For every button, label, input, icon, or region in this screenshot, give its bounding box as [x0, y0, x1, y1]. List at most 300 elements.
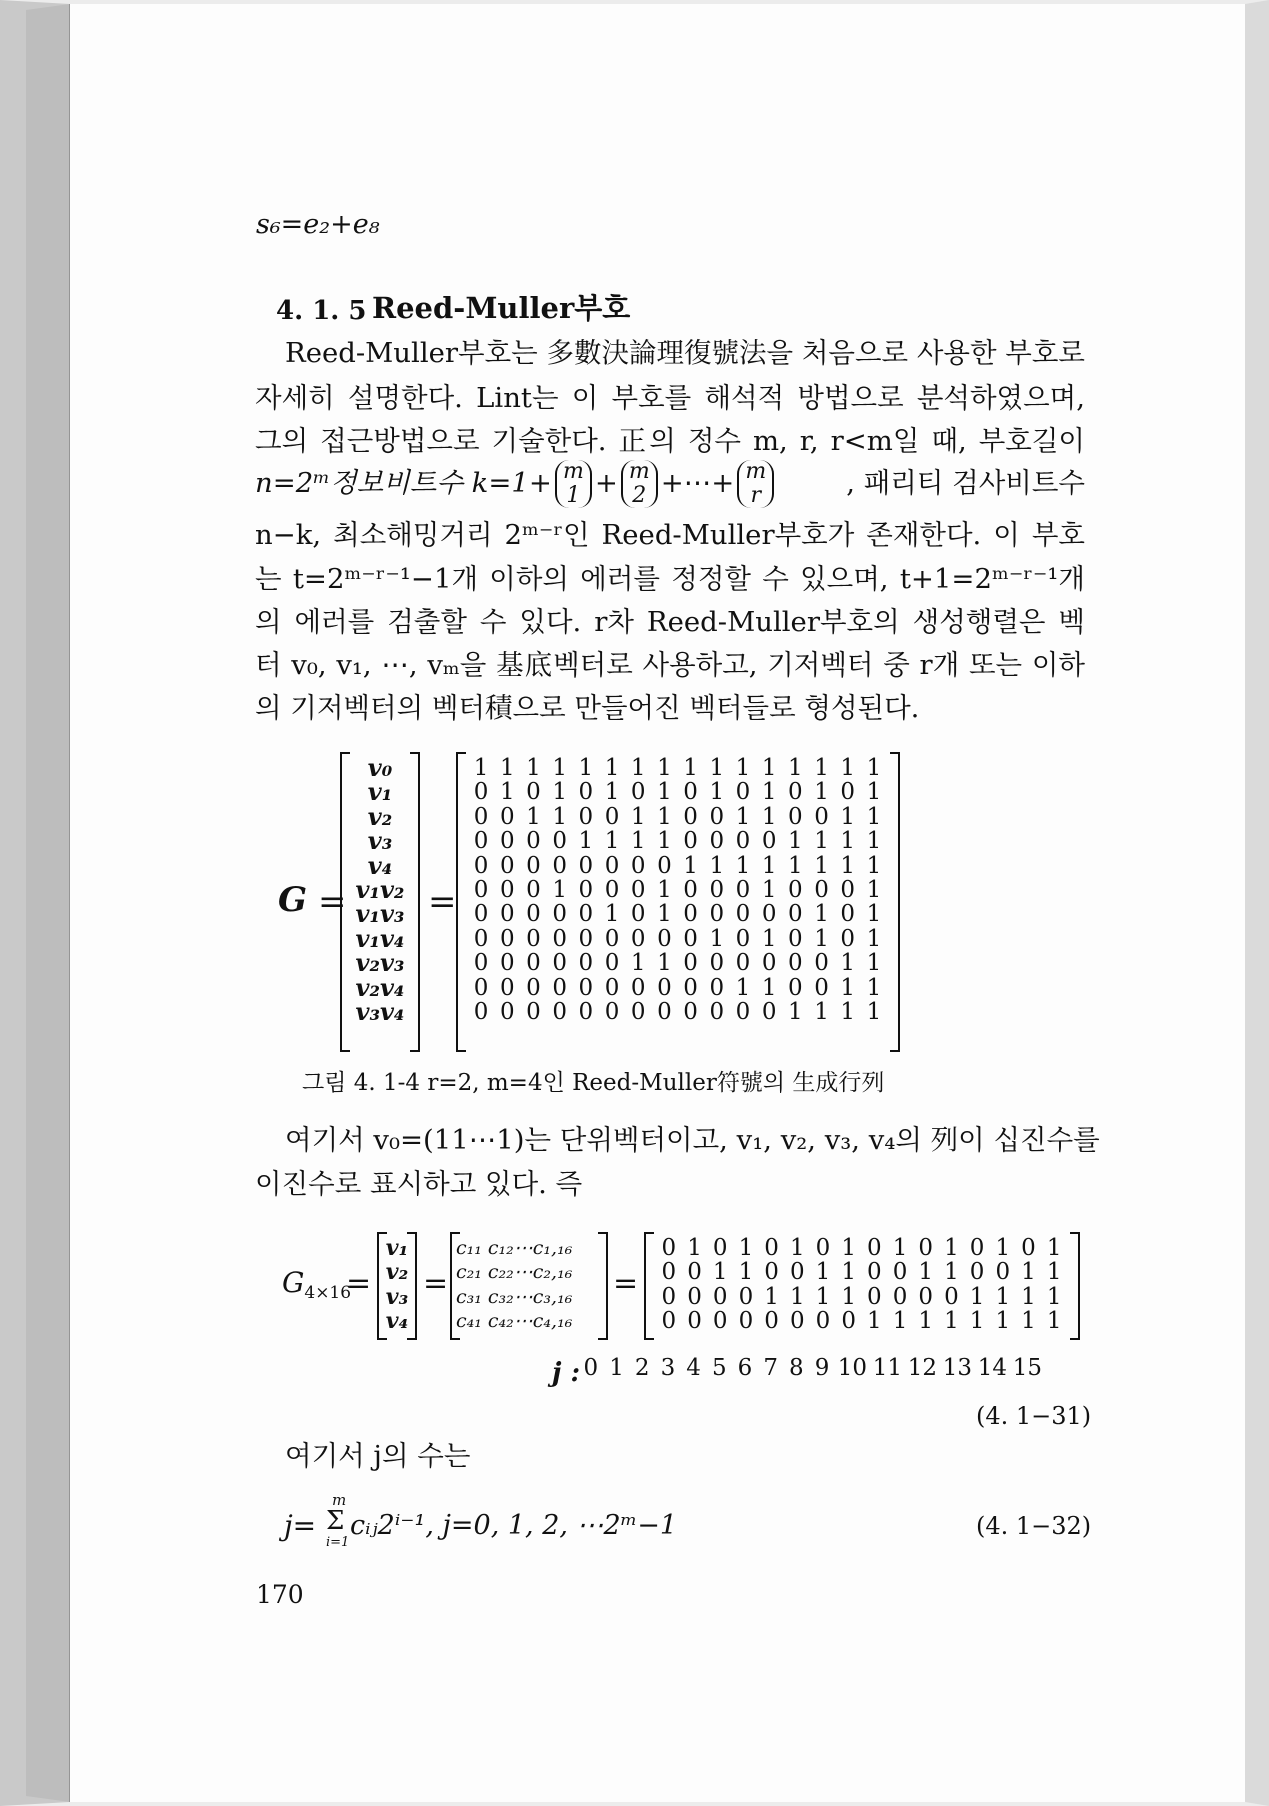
- matrix-cell: 0: [788, 803, 803, 830]
- matrix-row: [468, 805, 888, 829]
- vector-label: v₄: [385, 1308, 409, 1335]
- j-value: 12: [907, 1355, 938, 1381]
- matrix-cell: 0: [712, 1283, 728, 1310]
- figure-caption: 그림 4. 1-4 r=2, m=4인 Reed-Muller符號의 生成行列: [302, 1070, 885, 1096]
- paragraph-line: 의 기저벡터의 벡터積으로 만들어진 벡터들로 형성된다.: [255, 692, 920, 724]
- basis-vector-label: v₁v₃: [355, 899, 405, 929]
- ellipsis: +⋯+: [660, 467, 735, 500]
- matrix-cell: 1: [630, 828, 646, 855]
- matrix-cell: 0: [630, 876, 646, 903]
- matrix-cell: 1: [867, 1308, 882, 1335]
- matrix-cell: 1: [552, 779, 567, 806]
- matrix-cell: 0: [499, 925, 515, 952]
- matrix-cell: 1: [944, 1308, 959, 1335]
- matrix-cell: 0: [892, 1259, 908, 1286]
- matrix-cell: 1: [840, 950, 856, 977]
- matrix-cell: 0: [578, 901, 594, 928]
- coefficient-label: c₃₁ c₃₂⋯c₃,₁₆: [456, 1285, 573, 1308]
- binomial-coefficient: m 2: [621, 460, 658, 508]
- plus-sign: +: [594, 467, 618, 500]
- j-value: 14: [977, 1355, 1008, 1381]
- matrix-cell: 1: [789, 1235, 805, 1261]
- matrix-cell: 0: [578, 998, 594, 1025]
- matrix-cell: 0: [918, 1235, 934, 1261]
- matrix-cell: 0: [709, 998, 725, 1025]
- matrix-cell: 0: [815, 1308, 831, 1335]
- matrix-cell: 1: [995, 1283, 1011, 1310]
- matrix-cell: 0: [709, 950, 725, 977]
- matrix-cell: 0: [687, 1259, 702, 1286]
- generator-matrix: [456, 752, 900, 1052]
- matrix-row: [468, 927, 888, 951]
- matrix-cell: 1: [944, 1235, 959, 1261]
- matrix-cell: 0: [578, 779, 594, 806]
- matrix-cell: 0: [578, 803, 594, 830]
- paragraph-line: n−k, 최소해밍거리 2ᵐ⁻ʳ인 Reed-Muller부호가 존재한다. 이 부호: [255, 519, 1085, 551]
- matrix-cell: 0: [1021, 1235, 1036, 1261]
- equation-j-body: cᵢⱼ2ⁱ⁻¹, j=0, 1, 2, ⋯2ᵐ−1: [350, 1510, 678, 1541]
- matrix-cell: 0: [526, 998, 541, 1025]
- basis-vector-label: v₁v₂: [355, 874, 405, 904]
- matrix-cell: 0: [761, 950, 777, 977]
- matrix-cell: 1: [761, 925, 777, 952]
- matrix-cell: 0: [840, 876, 856, 903]
- matrix-cell: 1: [712, 1259, 728, 1286]
- matrix-cell: 0: [764, 1259, 779, 1286]
- matrix-cell: 0: [815, 1235, 831, 1261]
- matrix-cell: 0: [657, 925, 672, 952]
- section-title: Reed-Muller부호: [372, 291, 631, 325]
- j-index-label: j :: [552, 1358, 581, 1388]
- matrix-cell: 1: [815, 1259, 831, 1286]
- matrix-cell: 0: [473, 998, 489, 1025]
- matrix-cell: 0: [604, 925, 620, 952]
- matrix-cell: 1: [687, 1235, 702, 1261]
- matrix-cell: 0: [892, 1283, 908, 1310]
- page-number: 170: [256, 1580, 304, 1609]
- matrix-cell: 1: [969, 1283, 985, 1310]
- matrix-cell: 0: [552, 925, 567, 952]
- matrix-cell: 1: [657, 779, 672, 806]
- matrix-cell: 1: [657, 803, 672, 830]
- matrix-row: [468, 902, 888, 926]
- matrix-cell: 0: [761, 901, 777, 928]
- matrix-cell: 0: [661, 1235, 677, 1261]
- matrix-cell: 0: [709, 828, 725, 855]
- paragraph-line: Reed-Muller부호는 多數決論理復號法을 처음으로 사용한 부호로: [285, 337, 1085, 369]
- equation-s6: s₆=e₂+e₈: [256, 209, 380, 240]
- equals-sign: =: [613, 1266, 639, 1301]
- matrix-cell: 1: [735, 974, 751, 1001]
- matrix-cell: 1: [526, 803, 541, 830]
- matrix-cell: 1: [944, 1259, 959, 1286]
- matrix-row: [468, 976, 888, 1000]
- coefficient-label: c₄₁ c₄₂⋯c₄,₁₆: [456, 1310, 573, 1333]
- matrix-cell: 0: [709, 876, 725, 903]
- matrix-cell: 1: [918, 1308, 934, 1335]
- matrix-cell: 0: [604, 974, 620, 1001]
- matrix-cell: 1: [709, 779, 725, 806]
- matrix-cell: 1: [473, 755, 489, 781]
- matrix-cell: 1: [604, 828, 620, 855]
- matrix-cell: 1: [1046, 1259, 1062, 1286]
- matrix-cell: 1: [761, 803, 777, 830]
- matrix-cell: 1: [841, 1235, 856, 1261]
- matrix-cell: 1: [788, 828, 803, 855]
- matrix-cell: 1: [840, 974, 856, 1001]
- matrix-cell: 1: [552, 803, 567, 830]
- j-value: 8: [789, 1355, 804, 1381]
- matrix-cell: 0: [789, 1308, 805, 1335]
- matrix-cell: 0: [473, 876, 489, 903]
- matrix-cell: 0: [735, 901, 751, 928]
- matrix-cell: 0: [788, 901, 803, 928]
- matrix-cell: 1: [866, 803, 882, 830]
- matrix-cell: 0: [499, 876, 515, 903]
- j-value: 15: [1012, 1355, 1043, 1381]
- matrix-cell: 0: [683, 779, 698, 806]
- matrix-cell: 0: [687, 1283, 702, 1310]
- matrix-cell: 0: [735, 828, 751, 855]
- matrix-cell: 0: [499, 803, 515, 830]
- matrix-cell: 0: [683, 974, 698, 1001]
- vector-label: v₃: [385, 1283, 409, 1310]
- basis-vector-label: v₃v₄: [355, 996, 405, 1026]
- matrix-cell: 0: [683, 998, 698, 1025]
- matrix-cell: 0: [499, 998, 515, 1025]
- j-value: 1: [609, 1355, 624, 1381]
- basis-vector-label: v₄: [367, 850, 393, 880]
- matrix-cell: 1: [866, 901, 882, 928]
- matrix-cell: 1: [840, 828, 856, 855]
- matrix-cell: 1: [738, 1259, 754, 1286]
- sigma-icon: Σ: [326, 1506, 345, 1536]
- matrix-row: [468, 951, 888, 975]
- matrix-cell: 1: [995, 1308, 1011, 1335]
- matrix-cell: 0: [709, 901, 725, 928]
- matrix-cell: 1: [657, 755, 672, 781]
- matrix-row: [468, 829, 888, 853]
- matrix-cell: 0: [657, 974, 672, 1001]
- matrix-cell: 0: [552, 852, 567, 879]
- matrix-cell: 0: [788, 974, 803, 1001]
- j-value: 4: [686, 1355, 701, 1381]
- basis-vector-label: v₂v₄: [355, 972, 405, 1002]
- matrix-cell: 1: [657, 950, 672, 977]
- matrix-cell: 1: [918, 1259, 934, 1286]
- matrix-cell: 0: [683, 828, 698, 855]
- j-value: 10: [837, 1355, 868, 1381]
- matrix-cell: 1: [814, 901, 829, 928]
- matrix-cell: 1: [789, 1283, 805, 1310]
- matrix-cell: 0: [630, 779, 646, 806]
- matrix-cell: 1: [1046, 1308, 1062, 1335]
- matrix-cell: 1: [866, 950, 882, 977]
- coefficient-matrix: [450, 1232, 608, 1340]
- matrix-cell: 0: [657, 998, 672, 1025]
- matrix-cell: 0: [526, 828, 541, 855]
- coefficient-label: c₁₁ c₁₂⋯c₁,₁₆: [456, 1237, 573, 1259]
- matrix-cell: 1: [866, 755, 882, 781]
- equals-sign: =: [423, 1266, 449, 1301]
- paragraph-line: 의 에러를 검출할 수 있다. r차 Reed-Muller부호의 생성행렬은 벡: [255, 606, 1085, 638]
- matrix2-lhs: $G_{4\times 16}$: [282, 1266, 352, 1303]
- matrix-cell: 0: [657, 852, 672, 879]
- matrix-cell: 0: [526, 779, 541, 806]
- matrix-lhs-g: G: [278, 880, 308, 920]
- paragraph-line: 여기서 j의 수는: [285, 1440, 471, 1472]
- matrix-cell: 0: [735, 925, 751, 952]
- matrix-cell: 0: [814, 803, 829, 830]
- j-value: 9: [814, 1355, 830, 1381]
- matrix-row: [468, 756, 888, 780]
- paragraph-line: 터 v₀, v₁, ⋯, vₘ을 基底벡터로 사용하고, 기저벡터 중 r개 또는 이하: [255, 649, 1085, 681]
- matrix-cell: 1: [761, 974, 777, 1001]
- basis-vector-label: v₀: [367, 753, 393, 782]
- matrix-cell: 1: [1021, 1283, 1036, 1310]
- paragraph-line: 여기서 v₀=(11⋯1)는 단위벡터이고, v₁, v₂, v₃, v₄의 列이 십진수를: [285, 1124, 1100, 1156]
- matrix-cell: 0: [995, 1259, 1011, 1286]
- matrix-cell: 1: [764, 1283, 779, 1310]
- matrix-cell: 0: [814, 950, 829, 977]
- matrix-cell: 0: [944, 1283, 959, 1310]
- matrix-row: [468, 878, 888, 902]
- matrix-row: [656, 1260, 1068, 1284]
- matrix-cell: 0: [473, 828, 489, 855]
- matrix-cell: 1: [709, 852, 725, 879]
- matrix-cell: 0: [473, 950, 489, 977]
- matrix-cell: 0: [499, 828, 515, 855]
- matrix-cell: 0: [867, 1283, 882, 1310]
- matrix-cell: 1: [578, 828, 594, 855]
- matrix-cell: 0: [712, 1235, 728, 1261]
- matrix-cell: 0: [552, 998, 567, 1025]
- matrix-cell: 1: [552, 755, 567, 781]
- matrix-cell: 1: [788, 755, 803, 781]
- matrix-cell: 0: [788, 779, 803, 806]
- matrix-cell: 0: [683, 950, 698, 977]
- matrix-cell: 0: [764, 1308, 779, 1335]
- matrix-cell: 1: [841, 1283, 856, 1310]
- matrix-cell: 1: [788, 852, 803, 879]
- matrix-cell: 1: [735, 852, 751, 879]
- matrix-cell: 1: [841, 1259, 856, 1286]
- matrix-cell: 0: [738, 1283, 754, 1310]
- formula-tail: , 패리티 검사비트수: [846, 467, 1085, 500]
- sum-lower-limit: i=1: [326, 1535, 350, 1550]
- binomial-coefficient: m r: [737, 460, 774, 508]
- matrix-cell: 0: [578, 974, 594, 1001]
- matrix-cell: 1: [604, 755, 620, 781]
- matrix-cell: 1: [709, 755, 725, 781]
- matrix-cell: 1: [761, 876, 777, 903]
- section-number: 4. 1. 5: [276, 296, 367, 326]
- matrix-cell: 0: [473, 779, 489, 806]
- matrix-cell: 1: [814, 852, 829, 879]
- matrix-cell: 1: [630, 803, 646, 830]
- matrix-cell: 1: [683, 755, 698, 781]
- matrix-cell: 0: [867, 1259, 882, 1286]
- matrix-cell: 0: [499, 852, 515, 879]
- matrix-cell: 0: [738, 1308, 754, 1335]
- matrix-cell: 1: [788, 998, 803, 1025]
- matrix-cell: 0: [789, 1259, 805, 1286]
- matrix-cell: 1: [657, 901, 672, 928]
- matrix-cell: 0: [552, 901, 567, 928]
- matrix-cell: 1: [995, 1235, 1011, 1261]
- paragraph-line: 이진수로 표시하고 있다. 즉: [255, 1168, 583, 1200]
- matrix-cell: 0: [552, 974, 567, 1001]
- matrix-cell: 0: [788, 925, 803, 952]
- matrix-cell: 0: [867, 1235, 882, 1261]
- matrix-cell: 0: [709, 974, 725, 1001]
- matrix-cell: 1: [866, 925, 882, 952]
- matrix-cell: 1: [709, 925, 725, 952]
- matrix-cell: 0: [735, 779, 751, 806]
- matrix-cell: 0: [841, 1308, 856, 1335]
- matrix-cell: 1: [840, 998, 856, 1025]
- basis-label-vector: [340, 752, 420, 1052]
- matrix-cell: 0: [526, 925, 541, 952]
- matrix-cell: 0: [761, 998, 777, 1025]
- matrix-cell: 0: [630, 998, 646, 1025]
- matrix-cell: 0: [630, 974, 646, 1001]
- matrix-cell: 1: [892, 1235, 908, 1261]
- matrix-cell: 1: [499, 755, 515, 781]
- paragraph-line: 자세히 설명한다. Lint는 이 부호를 해석적 방법으로 분석하였으며,: [255, 382, 1085, 414]
- matrix-cell: 0: [604, 998, 620, 1025]
- equals-sign: =: [346, 1266, 372, 1301]
- matrix-cell: 0: [969, 1259, 985, 1286]
- matrix-cell: 0: [788, 950, 803, 977]
- matrix-cell: 1: [866, 876, 882, 903]
- matrix-cell: 1: [1046, 1235, 1062, 1261]
- matrix-cell: 0: [969, 1235, 985, 1261]
- matrix-cell: 0: [687, 1308, 702, 1335]
- matrix-cell: 0: [735, 998, 751, 1025]
- j-index-row: [578, 1356, 1078, 1380]
- matrix-cell: 1: [499, 779, 515, 806]
- matrix-cell: 0: [578, 852, 594, 879]
- matrix-cell: 0: [473, 901, 489, 928]
- matrix-cell: 0: [840, 901, 856, 928]
- coefficient-label: c₂₁ c₂₂⋯c₂,₁₆: [456, 1261, 573, 1284]
- matrix-cell: 0: [840, 925, 856, 952]
- matrix-cell: 1: [866, 998, 882, 1025]
- matrix-cell: 1: [866, 779, 882, 806]
- matrix-cell: 0: [788, 876, 803, 903]
- matrix-cell: 0: [840, 779, 856, 806]
- matrix-cell: 1: [761, 755, 777, 781]
- matrix-cell: 1: [630, 950, 646, 977]
- matrix-cell: 0: [604, 950, 620, 977]
- matrix-cell: 0: [552, 950, 567, 977]
- matrix-row: [468, 854, 888, 878]
- matrix-cell: 0: [735, 950, 751, 977]
- matrix-cell: 0: [683, 803, 698, 830]
- equals-sign: =: [318, 882, 347, 922]
- binomial-coefficient: m 1: [555, 460, 592, 508]
- j-value: 0: [583, 1355, 599, 1381]
- j-value: 11: [872, 1355, 903, 1381]
- matrix-cell: 1: [866, 974, 882, 1001]
- sum-upper-limit: m: [332, 1491, 347, 1509]
- basis-vector-label: v₂: [367, 801, 393, 831]
- matrix-cell: 1: [604, 779, 620, 806]
- vector-column: [377, 1232, 417, 1340]
- matrix-cell: 0: [604, 852, 620, 879]
- matrix-cell: 0: [499, 974, 515, 1001]
- basis-vector-label: v₂v₃: [355, 948, 405, 978]
- matrix-cell: 0: [683, 876, 698, 903]
- matrix-cell: 0: [661, 1308, 677, 1335]
- matrix-cell: 0: [761, 828, 777, 855]
- matrix-cell: 0: [918, 1283, 934, 1310]
- vector-label: v₂: [385, 1259, 409, 1286]
- equals-sign: =: [428, 882, 457, 922]
- equation-number: (4. 1−31): [976, 1402, 1092, 1430]
- matrix-cell: 1: [814, 998, 829, 1025]
- basis-vector-label: v₁v₄: [355, 923, 405, 953]
- matrix-cell: 1: [866, 852, 882, 879]
- matrix-cell: 0: [473, 852, 489, 879]
- matrix-cell: 0: [735, 876, 751, 903]
- j-value: 3: [660, 1355, 676, 1381]
- matrix-cell: 0: [630, 925, 646, 952]
- matrix-cell: 0: [526, 852, 541, 879]
- matrix-cell: 0: [814, 974, 829, 1001]
- matrix-cell: 0: [526, 974, 541, 1001]
- matrix-cell: 0: [683, 925, 698, 952]
- matrix-row: [468, 780, 888, 804]
- matrix-cell: 1: [892, 1308, 908, 1335]
- j-value: 13: [942, 1355, 973, 1381]
- matrix-cell: 0: [526, 901, 541, 928]
- formula-lead: n=2ᵐ정보비트수 k=1+: [255, 467, 552, 500]
- matrix-cell: 1: [526, 755, 541, 781]
- matrix-cell: 0: [712, 1308, 728, 1335]
- paragraph-line-binomials: [255, 454, 1085, 514]
- matrix-cell: 0: [683, 901, 698, 928]
- matrix-cell: 0: [630, 901, 646, 928]
- equation-j-lhs: j=: [284, 1509, 317, 1542]
- matrix-cell: 0: [814, 876, 829, 903]
- vector-label: v₁: [385, 1235, 409, 1261]
- matrix-cell: 1: [814, 828, 829, 855]
- j-value: 7: [763, 1355, 778, 1381]
- matrix-cell: 1: [814, 925, 829, 952]
- matrix-cell: 0: [661, 1259, 677, 1286]
- j-values: [578, 1356, 1078, 1380]
- matrix-cell: 1: [1021, 1259, 1036, 1286]
- matrix-cell: 1: [735, 755, 751, 781]
- matrix-cell: 0: [578, 925, 594, 952]
- matrix-cell: 1: [738, 1235, 754, 1261]
- matrix-cell: 0: [630, 852, 646, 879]
- matrix-cell: 1: [866, 828, 882, 855]
- matrix-cell: 1: [657, 828, 672, 855]
- basis-vector-label: v₁: [367, 777, 393, 807]
- matrix-cell: 1: [814, 779, 829, 806]
- matrix-cell: 1: [683, 852, 698, 879]
- equation-number: (4. 1−32): [976, 1512, 1092, 1540]
- matrix-cell: 1: [552, 876, 567, 903]
- matrix-cell: 0: [552, 828, 567, 855]
- matrix-cell: 1: [840, 803, 856, 830]
- matrix-cell: 0: [499, 901, 515, 928]
- matrix-row: [656, 1285, 1068, 1309]
- matrix-cell: 0: [578, 950, 594, 977]
